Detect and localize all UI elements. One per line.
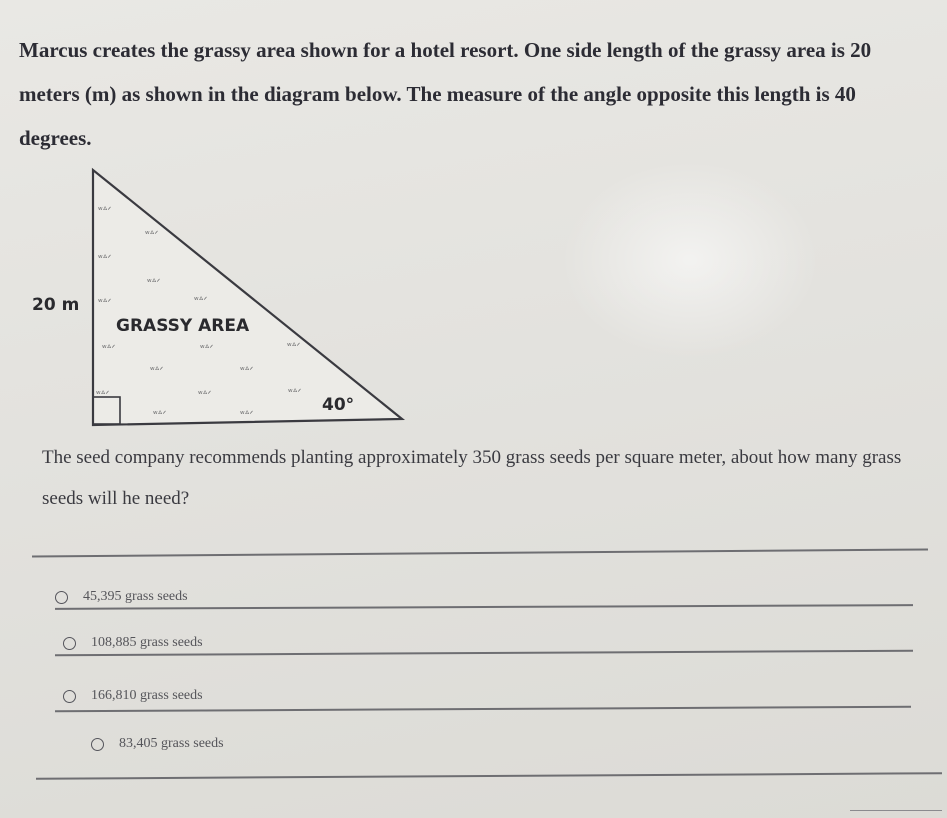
svg-text:ʷᐞᐟ: ʷᐞᐟ [102, 344, 116, 354]
choice-label: 166,810 grass seeds [91, 688, 203, 703]
side-length-label: 20 m [32, 295, 80, 315]
triangle-diagram [30, 165, 410, 433]
svg-text:ʷᐞᐟ: ʷᐞᐟ [287, 342, 301, 352]
grassy-area-label: GRASSY AREA [116, 316, 250, 336]
svg-text:ʷᐞᐟ: ʷᐞᐟ [288, 388, 302, 398]
answer-choice-2[interactable] [63, 635, 203, 651]
svg-text:ʷᐞᐟ: ʷᐞᐟ [153, 410, 167, 420]
question-intro: Marcus creates the grassy area shown for a hotel resort. One side length of the grassy area is 20 meters (m) as shown in the diagram below. The measure of the angle opposite this length is 40 degrees. [19, 38, 872, 150]
choice-label: 45,395 grass seeds [83, 589, 188, 604]
svg-text:ʷᐞᐟ: ʷᐞᐟ [147, 278, 161, 288]
divider-line [32, 548, 928, 557]
svg-text:ʷᐞᐟ: ʷᐞᐟ [98, 254, 112, 264]
bottom-edge-line [850, 810, 942, 811]
question-prompt: The seed company recommends planting approximately 350 grass seeds per square meter, about how many grass seeds will he need? [42, 447, 902, 509]
svg-text:ʷᐞᐟ: ʷᐞᐟ [240, 410, 254, 420]
choice-label: 108,885 grass seeds [91, 635, 203, 650]
triangle-shape [93, 170, 402, 425]
answer-choice-3[interactable] [63, 688, 203, 704]
svg-text:ʷᐞᐟ: ʷᐞᐟ [145, 230, 159, 240]
svg-text:ʷᐞᐟ: ʷᐞᐟ [98, 206, 112, 216]
radio-button[interactable] [63, 690, 76, 703]
svg-text:ʷᐞᐟ: ʷᐞᐟ [194, 296, 208, 306]
choice-underline [55, 706, 911, 712]
svg-text:ʷᐞᐟ: ʷᐞᐟ [150, 366, 164, 376]
svg-text:ʷᐞᐟ: ʷᐞᐟ [198, 390, 212, 400]
svg-text:ʷᐞᐟ: ʷᐞᐟ [98, 298, 112, 308]
radio-button[interactable] [91, 738, 104, 751]
answer-choice-1[interactable] [55, 589, 188, 605]
radio-button[interactable] [63, 637, 76, 650]
svg-text:ʷᐞᐟ: ʷᐞᐟ [240, 366, 254, 376]
angle-label: 40° [322, 395, 355, 415]
answer-choice-4[interactable] [91, 736, 224, 752]
svg-text:ʷᐞᐟ: ʷᐞᐟ [200, 344, 214, 354]
photo-glare [560, 160, 820, 360]
svg-text:ʷᐞᐟ: ʷᐞᐟ [96, 390, 110, 400]
choice-label: 83,405 grass seeds [119, 736, 224, 751]
radio-button[interactable] [55, 591, 68, 604]
choice-underline [36, 772, 942, 780]
